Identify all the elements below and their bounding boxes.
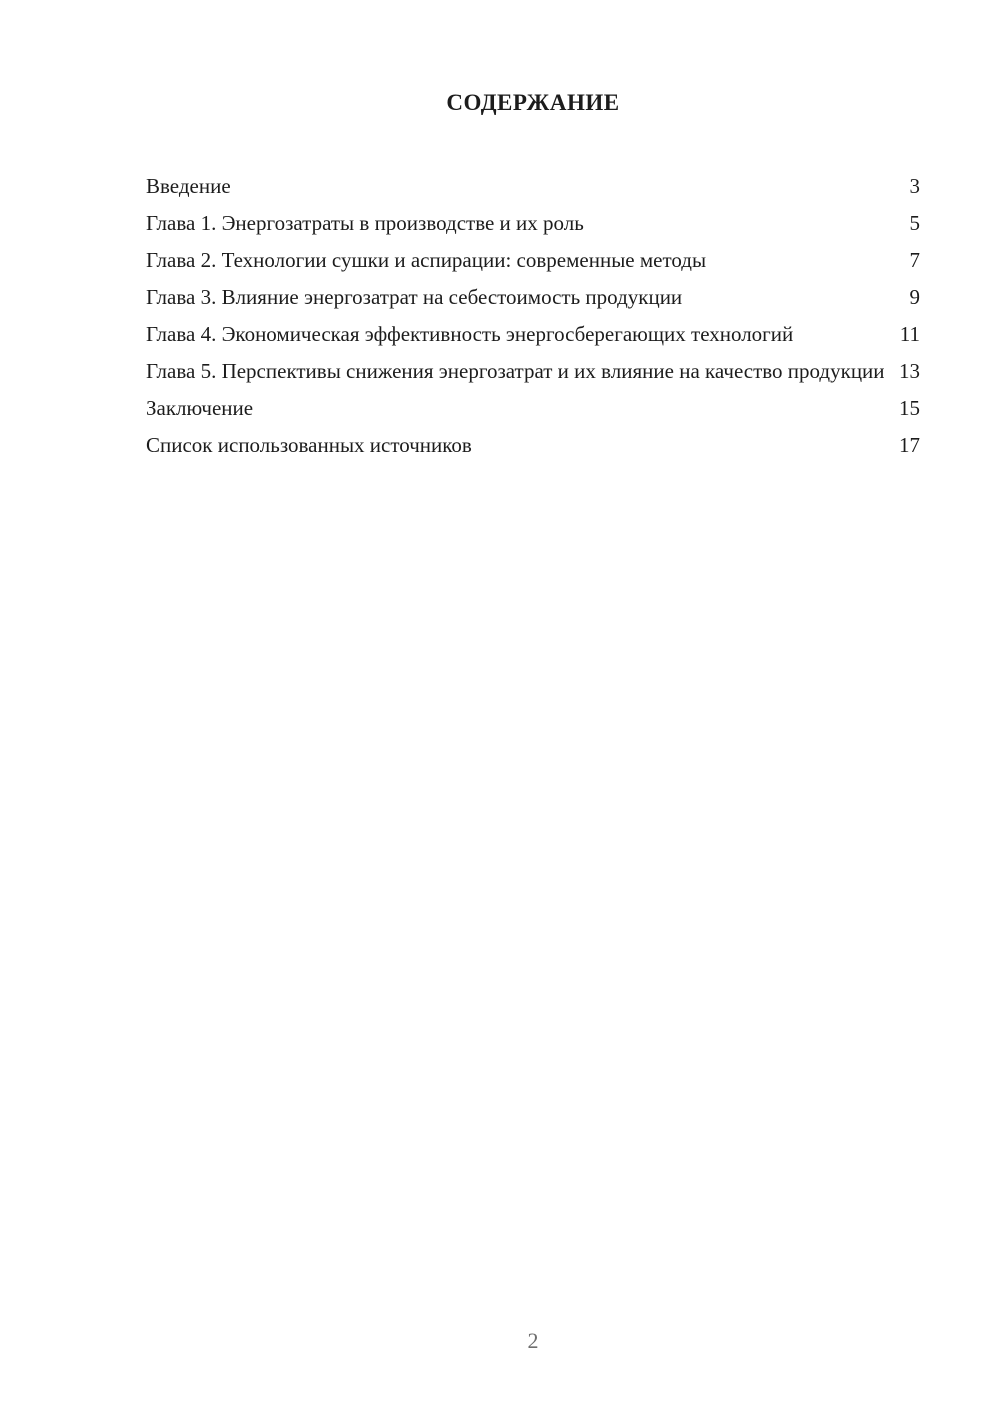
toc-entry-label: Список использованных источников — [146, 433, 472, 457]
toc-entry-label: Глава 1. Энергозатраты в производстве и их роль — [146, 211, 584, 235]
toc-entry — [146, 320, 920, 349]
toc-entry — [146, 357, 920, 386]
toc-entry-label: Глава 3. Влияние энергозатрат на себестоимость продукции — [146, 285, 683, 309]
footer-page-number: 2 — [527, 1328, 539, 1353]
toc-entry-page-number: 11 — [899, 322, 920, 346]
toc-entry-page-number: 5 — [909, 211, 920, 235]
toc-entry-label: Заключение — [146, 396, 254, 420]
toc-entry — [146, 394, 920, 423]
toc-entry-label: Введение — [146, 174, 231, 198]
toc-section — [146, 88, 920, 468]
toc-entry — [146, 431, 920, 460]
toc-entry-page-number: 17 — [899, 433, 920, 457]
toc-entry-page-number: 13 — [899, 359, 920, 383]
toc-entry-page-number: 9 — [909, 285, 920, 309]
toc-entry-label: Глава 5. Перспективы снижения энергозатрат и их влияние на качество продукции — [146, 359, 885, 383]
toc-entry-page-number: 3 — [909, 174, 920, 198]
page-title: СОДЕРЖАНИЕ — [446, 90, 620, 115]
toc-entry — [146, 172, 920, 201]
toc-entry-label: Глава 4. Экономическая эффективность энергосберегающих технологий — [146, 322, 794, 346]
toc-entry-page-number: 7 — [909, 248, 920, 272]
toc-list — [146, 172, 920, 460]
toc-entry-page-number: 15 — [899, 396, 920, 420]
toc-entry — [146, 246, 920, 275]
toc-entry — [146, 209, 920, 238]
toc-entry — [146, 283, 920, 312]
toc-entry-label: Глава 2. Технологии сушки и аспирации: современные методы — [146, 248, 707, 272]
